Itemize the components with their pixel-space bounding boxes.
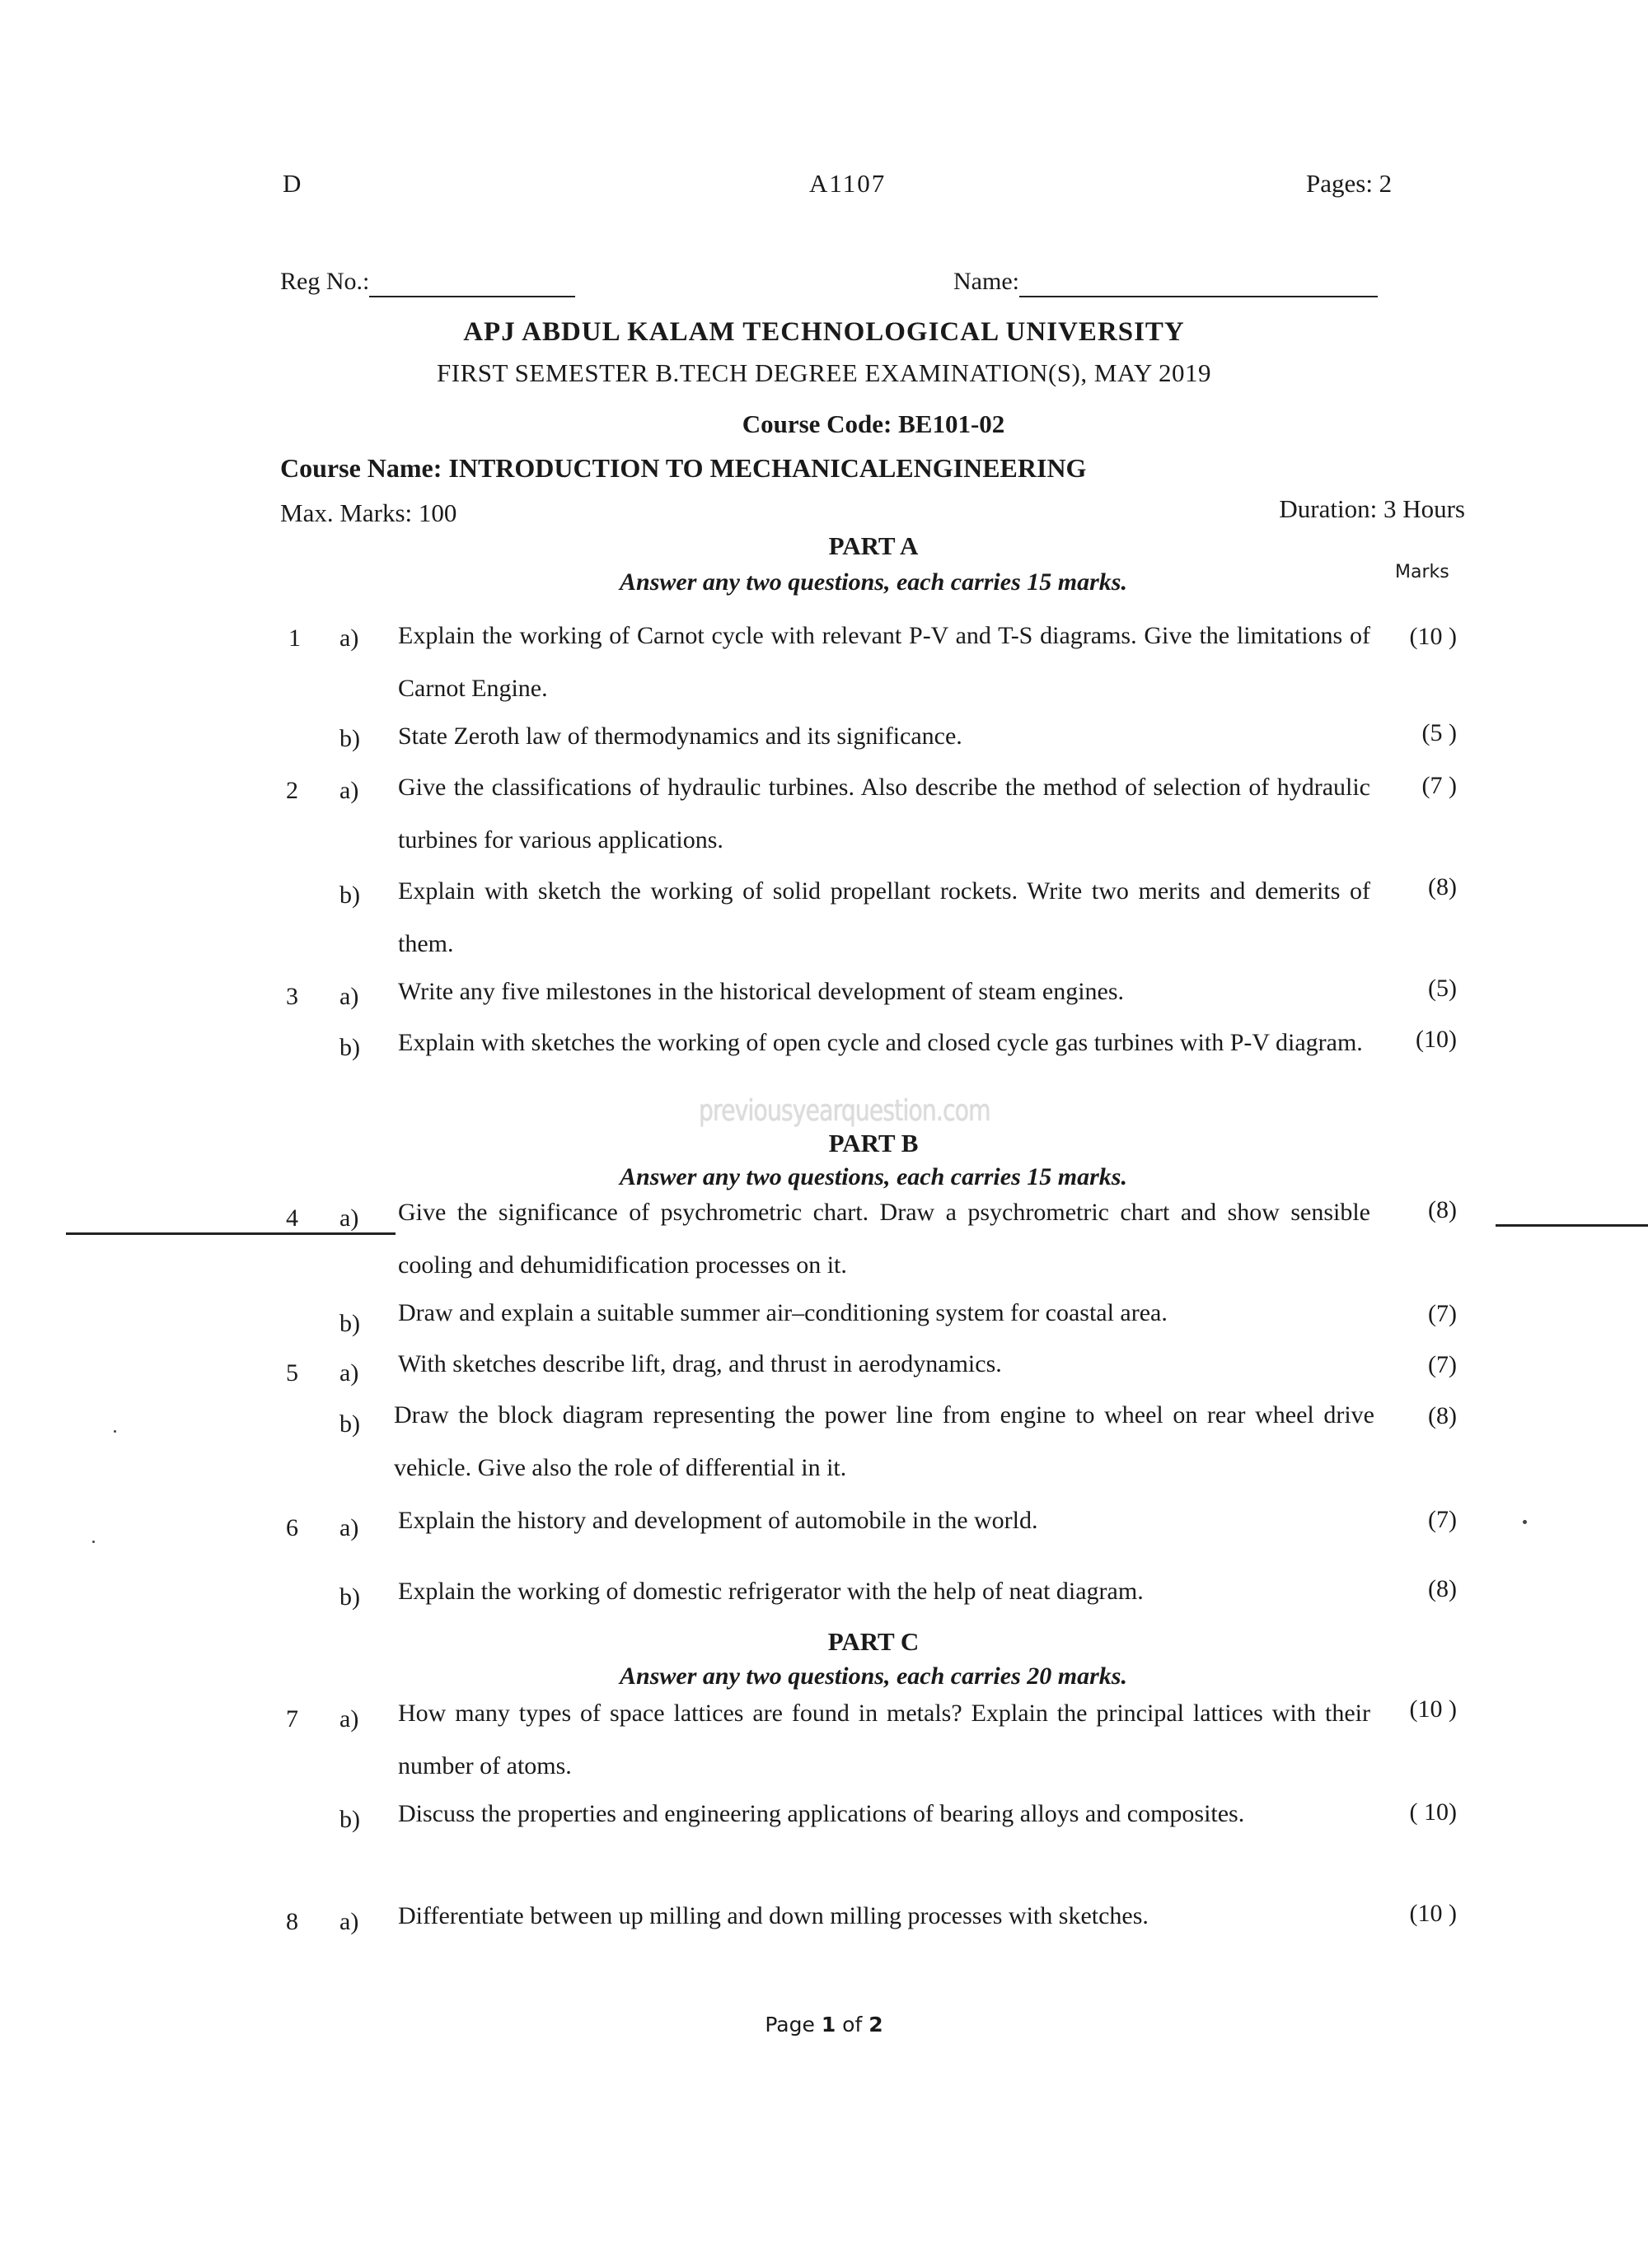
name-blank	[1019, 268, 1378, 297]
scan-speck	[92, 1541, 95, 1543]
question-part: a)	[339, 1359, 359, 1387]
question-text: State Zeroth law of thermodynamics and its significance.	[398, 722, 962, 750]
question-text: How many types of space lattices are found in metals? Explain the principal lattices with their number of atoms.	[398, 1700, 1370, 1779]
university-name: APJ ABDUL KALAM TECHNOLOGICAL UNIVERSITY	[463, 317, 1185, 347]
question-part: a)	[339, 1514, 359, 1541]
question-number: 5	[286, 1359, 298, 1387]
question-marks: (10 )	[1409, 623, 1457, 650]
part-c-title: PART C	[827, 1627, 920, 1656]
page-total: 2	[868, 2013, 883, 2037]
question-text: Explain the working of Carnot cycle with relevant P-V and T-S diagrams. Give the limitations of Carnot Engine.	[398, 622, 1370, 702]
question-marks: (7)	[1428, 1300, 1457, 1327]
reg-no-label: Reg No.:	[280, 268, 370, 295]
question-part: b)	[339, 1410, 360, 1438]
watermark: previousyearquestion.com	[699, 1094, 990, 1128]
page-current: 1	[821, 2013, 836, 2037]
course-code: Course Code: BE101-02	[742, 409, 1005, 438]
scan-artifact-line	[66, 1232, 396, 1235]
question-part: a)	[339, 1908, 359, 1935]
question-part: a)	[339, 983, 359, 1010]
question-text: Explain the history and development of automobile in the world.	[398, 1507, 1038, 1534]
question-text: With sketches describe lift, drag, and thrust in aerodynamics.	[398, 1350, 1002, 1377]
max-marks: Max. Marks: 100	[280, 498, 457, 527]
question-marks: (7 )	[1421, 772, 1457, 799]
question-marks: (8)	[1428, 1575, 1457, 1602]
page-footer-prefix: Page	[765, 2013, 822, 2037]
scan-speck	[114, 1430, 116, 1433]
question-marks: (8)	[1428, 873, 1457, 900]
question-part: b)	[339, 1583, 360, 1611]
reg-no-blank	[369, 268, 575, 297]
question-text: Draw and explain a suitable summer air–conditioning system for coastal area.	[398, 1299, 1168, 1326]
question-marks: (8)	[1428, 1402, 1457, 1429]
question-text: Write any five milestones in the historical development of steam engines.	[398, 978, 1125, 1005]
page-footer-of: of	[836, 2013, 869, 2037]
question-part: b)	[339, 1310, 360, 1337]
reg-no-field	[280, 268, 575, 297]
question-marks: (5 )	[1421, 719, 1457, 746]
course-name: Course Name: INTRODUCTION TO MECHANICALENGINEERING	[280, 453, 1087, 483]
question-marks: (10 )	[1409, 1695, 1457, 1723]
part-a-instruction: Answer any two questions, each carries 15 marks.	[620, 568, 1127, 596]
question-part: a)	[339, 777, 359, 804]
part-c-instruction: Answer any two questions, each carries 20 marks.	[620, 1662, 1127, 1690]
question-number: 3	[286, 983, 298, 1010]
paper-set-label: D	[283, 169, 302, 198]
question-marks: (8)	[1428, 1196, 1457, 1223]
question-text: Explain the working of domestic refrigerator with the help of neat diagram.	[398, 1578, 1144, 1605]
page-count: Pages: 2	[1306, 169, 1393, 198]
page-footer	[0, 2013, 1648, 2037]
question-marks: (10 )	[1409, 1900, 1457, 1927]
question-part: b)	[339, 881, 360, 909]
question-marks: (7)	[1428, 1351, 1457, 1378]
question-marks: (10)	[1416, 1026, 1457, 1053]
name-field	[953, 268, 1378, 297]
part-a-title: PART A	[828, 531, 919, 560]
question-part: a)	[339, 1204, 359, 1232]
name-label: Name:	[953, 268, 1019, 295]
question-number: 6	[286, 1514, 298, 1541]
question-part: b)	[339, 1806, 360, 1833]
part-b-title: PART B	[828, 1129, 919, 1157]
question-text: Give the classifications of hydraulic turbines. Also describe the method of selection of hydraulic turbines for various applications.	[398, 774, 1370, 853]
paper-code: A1107	[809, 169, 887, 198]
question-marks: ( 10)	[1409, 1798, 1457, 1826]
question-text: Explain with sketch the working of solid propellant rockets. Write two merits and demerits of them.	[398, 877, 1370, 957]
question-part: a)	[339, 1705, 359, 1733]
question-number: 1	[288, 624, 301, 652]
question-part: a)	[339, 624, 359, 652]
question-number: 4	[286, 1204, 298, 1232]
question-part: b)	[339, 725, 360, 752]
duration: Duration: 3 Hours	[1279, 494, 1465, 523]
question-marks: (7)	[1428, 1506, 1457, 1533]
question-text: Differentiate between up milling and down milling processes with sketches.	[398, 1902, 1149, 1929]
question-number: 2	[286, 777, 298, 804]
marks-column-heading: Marks	[1395, 562, 1449, 582]
question-number: 8	[286, 1908, 298, 1935]
question-text: Give the significance of psychrometric chart. Draw a psychrometric chart and show sensible cooling and dehumidification processes on it.	[398, 1199, 1370, 1279]
question-part: b)	[339, 1034, 360, 1061]
scan-speck	[1523, 1520, 1527, 1524]
scan-artifact-line	[1496, 1224, 1648, 1227]
part-b-instruction: Answer any two questions, each carries 15 marks.	[620, 1163, 1127, 1190]
question-marks: (5)	[1428, 975, 1457, 1002]
question-text: Draw the block diagram representing the power line from engine to wheel on rear wheel drive vehicle. Give also the role of differential in it.	[394, 1401, 1374, 1481]
exam-title: FIRST SEMESTER B.TECH DEGREE EXAMINATION(S), MAY 2019	[437, 358, 1211, 387]
question-number: 7	[286, 1705, 298, 1733]
question-text: Explain with sketches the working of open cycle and closed cycle gas turbines with P-V diagram.	[398, 1029, 1363, 1056]
question-text: Discuss the properties and engineering applications of bearing alloys and composites.	[398, 1800, 1245, 1827]
